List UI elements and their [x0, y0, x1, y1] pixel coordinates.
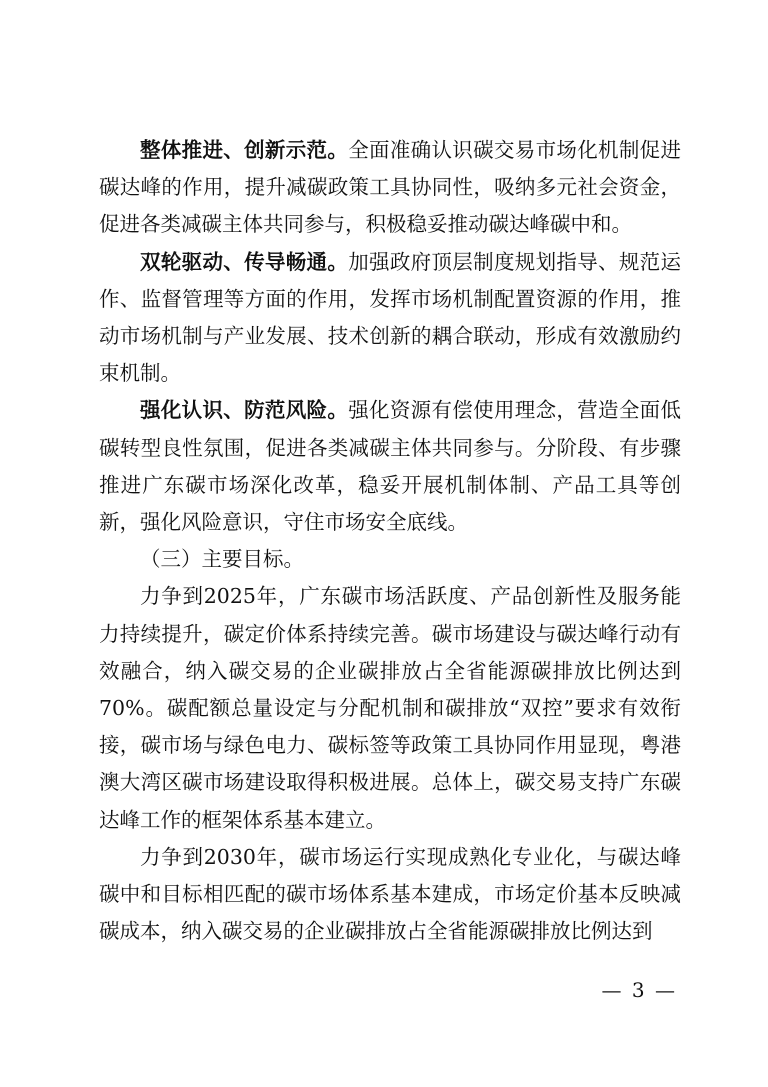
paragraph-text: 力争到2025年，广东碳市场活跃度、产品创新性及服务能力持续提升，碳定价体系持续完善。碳市场建设与碳达峰行动有效融合，纳入碳交易的企业碳排放占全省能源碳排放比例达到70%。碳配额总量设定与分配机制和碳排放“双控”要求有效衔接，碳市场与绿色电力、碳标签等政策工具协同作用显现，粤港澳大湾区碳市场建设取得积极进展。总体上，碳交易支持广东碳达峰工作的框架体系基本建立。 [99, 584, 681, 832]
paragraph-lead: 强化认识、防范风险。 [140, 398, 349, 423]
document-body [99, 132, 681, 950]
paragraph-dual-drive [99, 244, 681, 393]
paragraph-lead: 整体推进、创新示范。 [140, 138, 349, 162]
paragraph-risk-prevention [99, 392, 681, 541]
paragraph-text: 加强政府顶层制度规划指导、规范运作、监督管理等方面的作用，发挥市场机制配置资源的作用，推动市场机制与产业发展、技术创新的耦合联动，形成有效激励约束机制。 [99, 249, 682, 386]
paragraph-lead: 双轮驱动、传导畅通。 [140, 249, 349, 274]
paragraph-goal-2025 [99, 578, 681, 838]
paragraph-text: 强化资源有偿使用理念，营造全面低碳转型良性氛围，促进各类减碳主体共同参与。分阶段、有步骤推进广东碳市场深化改革，稳妥开展机制体制、产品工具等创新，强化风险意识，守住市场安全底线。 [99, 398, 682, 535]
paragraph-text: 全面准确认识碳交易市场化机制促进碳达峰的作用，提升减碳政策工具协同性，吸纳多元社会资金，促进各类减碳主体共同参与，积极稳妥推动碳达峰碳中和。 [99, 138, 682, 237]
paragraph-text: 力争到2030年，碳市场运行实现成熟化专业化，与碳达峰碳中和目标相匹配的碳市场体系基本建成，市场定价基本反映减碳成本，纳入碳交易的企业碳排放占全省能源碳排放比例达到 [99, 844, 681, 944]
section-heading-text: （三）主要目标。 [140, 547, 304, 572]
page-number: — 3 — [601, 978, 677, 1002]
paragraph-overall-advance [99, 132, 681, 244]
paragraph-goal-2030 [99, 839, 681, 951]
section-heading-main-goals [99, 541, 681, 578]
